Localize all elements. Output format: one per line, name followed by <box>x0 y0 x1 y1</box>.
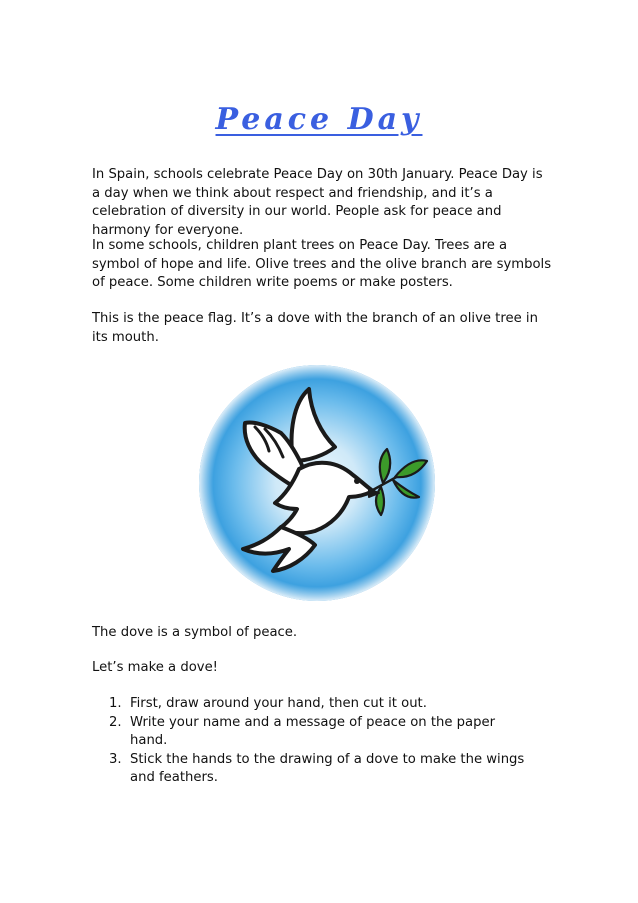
peace-dove-image <box>197 363 437 603</box>
paragraph-dove-symbol: The dove is a symbol of peace. <box>92 625 298 640</box>
peace-dove-icon <box>197 363 437 603</box>
page-title <box>0 98 638 142</box>
step-text: Stick the hands to the drawing of a dove to make the wings and feathers. <box>130 751 525 786</box>
list-item <box>92 714 532 751</box>
steps-list <box>92 695 532 788</box>
step-number: 3. <box>109 751 122 767</box>
list-item <box>92 751 532 788</box>
paragraph-intro: In Spain, schools celebrate Peace Day on 30th January. Peace Day is a day when we think about respect and friendship, and it’s a celebration of diversity in our world. People ask for peace and harmony for everyone. <box>92 167 543 238</box>
paragraph-trees: In some schools, children plant trees on Peace Day. Trees are a symbol of hope and life. Olive trees and the olive branch are symbols of peace. Some children write poems or make posters. <box>92 238 552 291</box>
paragraph-peace-flag: This is the peace flag. It’s a dove with the branch of an olive tree in its mouth. <box>92 311 538 345</box>
step-text: First, draw around your hand, then cut it out. <box>130 696 427 711</box>
dove-eye <box>354 478 360 484</box>
list-item <box>92 695 532 714</box>
page-title-text: Peace Day <box>215 102 423 138</box>
step-text: Write your name and a message of peace on the paper hand. <box>130 714 496 749</box>
step-number: 2. <box>109 714 122 730</box>
step-number: 1. <box>109 696 122 711</box>
paragraph-make-dove: Let’s make a dove! <box>92 660 218 675</box>
